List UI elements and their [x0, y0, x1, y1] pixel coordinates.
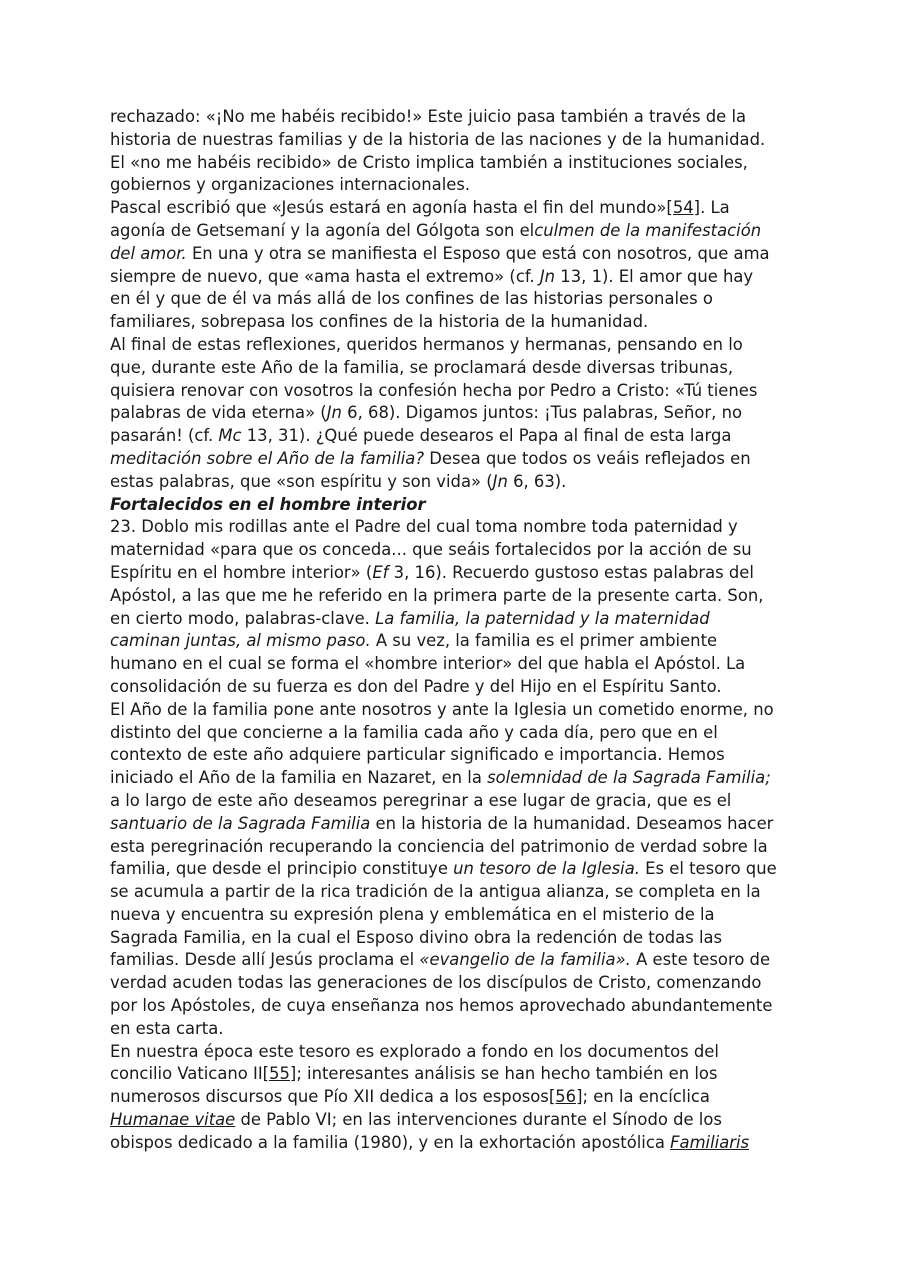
- text-line: [110, 129, 800, 152]
- text-line: [110, 220, 800, 243]
- body-text: Al final de estas reflexiones, queridos hermanos y hermanas, pensando en lo: [110, 334, 743, 354]
- italic-text: un tesoro de la Iglesia.: [453, 859, 640, 879]
- body-text: familia, que desde el principio constituye: [110, 859, 454, 879]
- text-line: [110, 516, 800, 539]
- text-line: [110, 813, 800, 836]
- text-line: [110, 1109, 800, 1132]
- body-text: consolidación de su fuerza es don del Padre y del Hijo en el Espíritu Santo.: [110, 676, 722, 696]
- text-line: [110, 722, 800, 745]
- body-text: 6, 68). Digamos juntos: ¡Tus palabras, Señor, no: [341, 403, 743, 423]
- text-line: [110, 106, 800, 129]
- text-line: [110, 448, 800, 471]
- text-line: [110, 949, 800, 972]
- body-text: contexto de este año adquiere particular significado e importancia. Hemos: [110, 745, 725, 765]
- italic-text: caminan juntas, al mismo paso.: [110, 631, 371, 651]
- italic-text: culmen de la manifestación: [534, 220, 762, 240]
- text-line: [110, 790, 800, 813]
- body-text: obispos dedicado a la familia (1980), y en la exhortación apostólica: [110, 1132, 671, 1152]
- body-text: agonía de Getsemaní y la agonía del Gólgota son el: [110, 220, 535, 240]
- body-text: Desea que todos os veáis reflejados en: [424, 448, 751, 468]
- text-line: [110, 539, 800, 562]
- body-text: En nuestra época este tesoro es explorado a fondo en los documentos del: [110, 1041, 719, 1061]
- text-line: [110, 630, 800, 653]
- body-text: en la historia de la humanidad. Deseamos hacer: [370, 813, 774, 833]
- body-text: A este tesoro de: [630, 950, 771, 970]
- text-line: [110, 995, 800, 1018]
- body-text: 13, 31). ¿Qué puede desearos el Papa al final de esta larga: [241, 426, 732, 446]
- body-text: en esta carta.: [110, 1018, 224, 1038]
- text-line: [110, 311, 800, 334]
- italic-text: La familia, la paternidad y la maternidad: [375, 608, 710, 628]
- body-text: familias. Desde allí Jesús proclama el: [110, 950, 420, 970]
- body-text: que, durante este Año de la familia, se proclamará desde diversas tribunas,: [110, 357, 734, 377]
- text-line: [110, 972, 800, 995]
- text-line: [110, 836, 800, 859]
- body-text: En una y otra se manifiesta el Esposo que está con nosotros, que ama: [186, 243, 770, 263]
- italic-text: «evangelio de la familia».: [419, 950, 631, 970]
- body-text: a lo largo de este año deseamos peregrinar a ese lugar de gracia, que es el: [110, 790, 732, 810]
- text-line: [110, 197, 800, 220]
- body-text: Espíritu en el hombre interior» (: [110, 562, 373, 582]
- italic-text: Jn: [539, 266, 556, 286]
- body-text: Es el tesoro que: [639, 859, 777, 879]
- body-text: ; interesantes análisis se han hecho también en los: [296, 1064, 718, 1084]
- section-heading: [110, 494, 800, 517]
- body-text: rechazado: «¡No me habéis recibido!» Este juicio pasa también a través de la: [110, 107, 747, 126]
- text-line: [110, 881, 800, 904]
- text-line: [110, 288, 800, 311]
- body-text: 13, 1). El amor que hay: [555, 266, 754, 286]
- body-text: familiares, sobrepasa los confines de la historia de la humanidad.: [110, 312, 649, 332]
- italic-text: Jn: [326, 403, 342, 423]
- body-text: numerosos discursos que Pío XII dedica a los esposos: [110, 1087, 549, 1107]
- body-text: verdad acuden todas las generaciones de los discípulos de Cristo, comenzando: [110, 973, 762, 993]
- text-line: [110, 904, 800, 927]
- italic-text: santuario de la Sagrada Familia: [110, 813, 371, 833]
- body-text: esta peregrinación recuperando la conciencia del patrimonio de verdad sobre la: [110, 836, 768, 856]
- document-body: [110, 106, 800, 1155]
- body-text: 3, 16). Recuerdo gustoso estas palabras del: [388, 562, 754, 582]
- body-text: por los Apóstoles, de cuya enseñanza nos hemos aprovechado abundantemente: [110, 996, 773, 1016]
- text-line: [110, 1086, 800, 1109]
- italic-text: Jn: [492, 471, 508, 491]
- text-line: [110, 562, 800, 585]
- body-text: Sagrada Familia, en la cual el Esposo divino obra la redención de todas las: [110, 927, 723, 947]
- text-line: [110, 380, 800, 403]
- text-line: [110, 744, 800, 767]
- body-text: estas palabras, que «son espíritu y son vida» (: [110, 471, 493, 491]
- body-text: de Pablo VI; en las intervenciones durante el Sínodo de los: [235, 1110, 722, 1130]
- body-text: historia de nuestras familias y de la historia de las naciones y de la humanidad.: [110, 129, 766, 149]
- body-text: palabras de vida eterna» (: [110, 403, 327, 423]
- text-line: [110, 1018, 800, 1041]
- body-text: Apóstol, a las que me he referido en la primera parte de la presente carta. Son,: [110, 585, 764, 605]
- body-text: quisiera renovar con vosotros la confesión hecha por Pedro a Cristo: «Tú tienes: [110, 380, 758, 400]
- body-text: en él y que de él va más allá de los confines de las historias personales o: [110, 289, 713, 309]
- text-line: [110, 653, 800, 676]
- text-line: [110, 471, 800, 494]
- body-text: El «no me habéis recibido» de Cristo implica también a instituciones sociales,: [110, 152, 748, 172]
- text-line: [110, 699, 800, 722]
- text-line: [110, 585, 800, 608]
- body-text: El Año de la familia pone ante nosotros y ante la Iglesia un cometido enorme, no: [110, 699, 774, 719]
- text-line: [110, 927, 800, 950]
- text-line: [110, 1041, 800, 1064]
- italic-text: meditación sobre el Año de la familia?: [110, 448, 425, 468]
- body-text: maternidad «para que os conceda... que seáis fortalecidos por la acción de su: [110, 540, 752, 560]
- text-line: [110, 357, 800, 380]
- body-text: gobiernos y organizaciones internacionales.: [110, 175, 471, 195]
- body-text: A su vez, la familia es el primer ambiente: [370, 631, 718, 651]
- footnote-link-54[interactable]: [54]: [666, 198, 701, 218]
- text-line: [110, 858, 800, 881]
- body-text: 6, 63).: [507, 471, 567, 491]
- body-text: distinto del que concierne a la familia cada año y cada día, pero que en el: [110, 722, 718, 742]
- body-text: Pascal escribió que «Jesús estará en agonía hasta el fin del mundo»: [110, 198, 667, 218]
- body-text: se acumula a partir de la rica tradición de la antigua alianza, se completa en la: [110, 882, 761, 902]
- body-text: siempre de nuevo, que «ama hasta el extremo» (cf.: [110, 266, 540, 286]
- italic-text: solemnidad de la Sagrada Familia;: [487, 768, 771, 788]
- italic-text: del amor.: [110, 243, 187, 263]
- text-line: [110, 767, 800, 790]
- body-text: nueva y encuentra su expresión plena y emblemática en el misterio de la: [110, 904, 715, 924]
- body-text: . La: [700, 198, 730, 218]
- body-text: humano en el cual se forma el «hombre interior» del que habla el Apóstol. La: [110, 654, 746, 674]
- footnote-link-55[interactable]: [55]: [262, 1064, 297, 1084]
- italic-text: Ef: [372, 562, 389, 582]
- body-text: en cierto modo, palabras-clave.: [110, 608, 376, 628]
- body-text: ; en la encíclica: [582, 1087, 710, 1107]
- body-text: 23. Doblo mis rodillas ante el Padre del cual toma nombre toda paternidad y: [110, 517, 738, 537]
- footnote-link-56[interactable]: [56]: [548, 1087, 583, 1107]
- italic-text: Mc: [218, 426, 242, 446]
- text-line: [110, 152, 800, 175]
- text-line: [110, 676, 800, 699]
- text-line: [110, 402, 800, 425]
- text-line: [110, 1063, 800, 1086]
- humanae-vitae-link[interactable]: Humanae vitae: [110, 1110, 236, 1130]
- heading-text: Fortalecidos en el hombre interior: [110, 494, 426, 514]
- text-line: [110, 425, 800, 448]
- body-text: pasarán! (cf.: [110, 426, 219, 446]
- familiaris-link[interactable]: Familiaris: [670, 1132, 750, 1152]
- text-line: [110, 243, 800, 266]
- text-line: [110, 174, 800, 197]
- body-text: iniciado el Año de la familia en Nazaret, en la: [110, 768, 488, 788]
- text-line: [110, 608, 800, 631]
- text-line: [110, 334, 800, 357]
- text-line: [110, 1132, 800, 1155]
- text-line: [110, 266, 800, 289]
- body-text: concilio Vaticano II: [110, 1064, 263, 1084]
